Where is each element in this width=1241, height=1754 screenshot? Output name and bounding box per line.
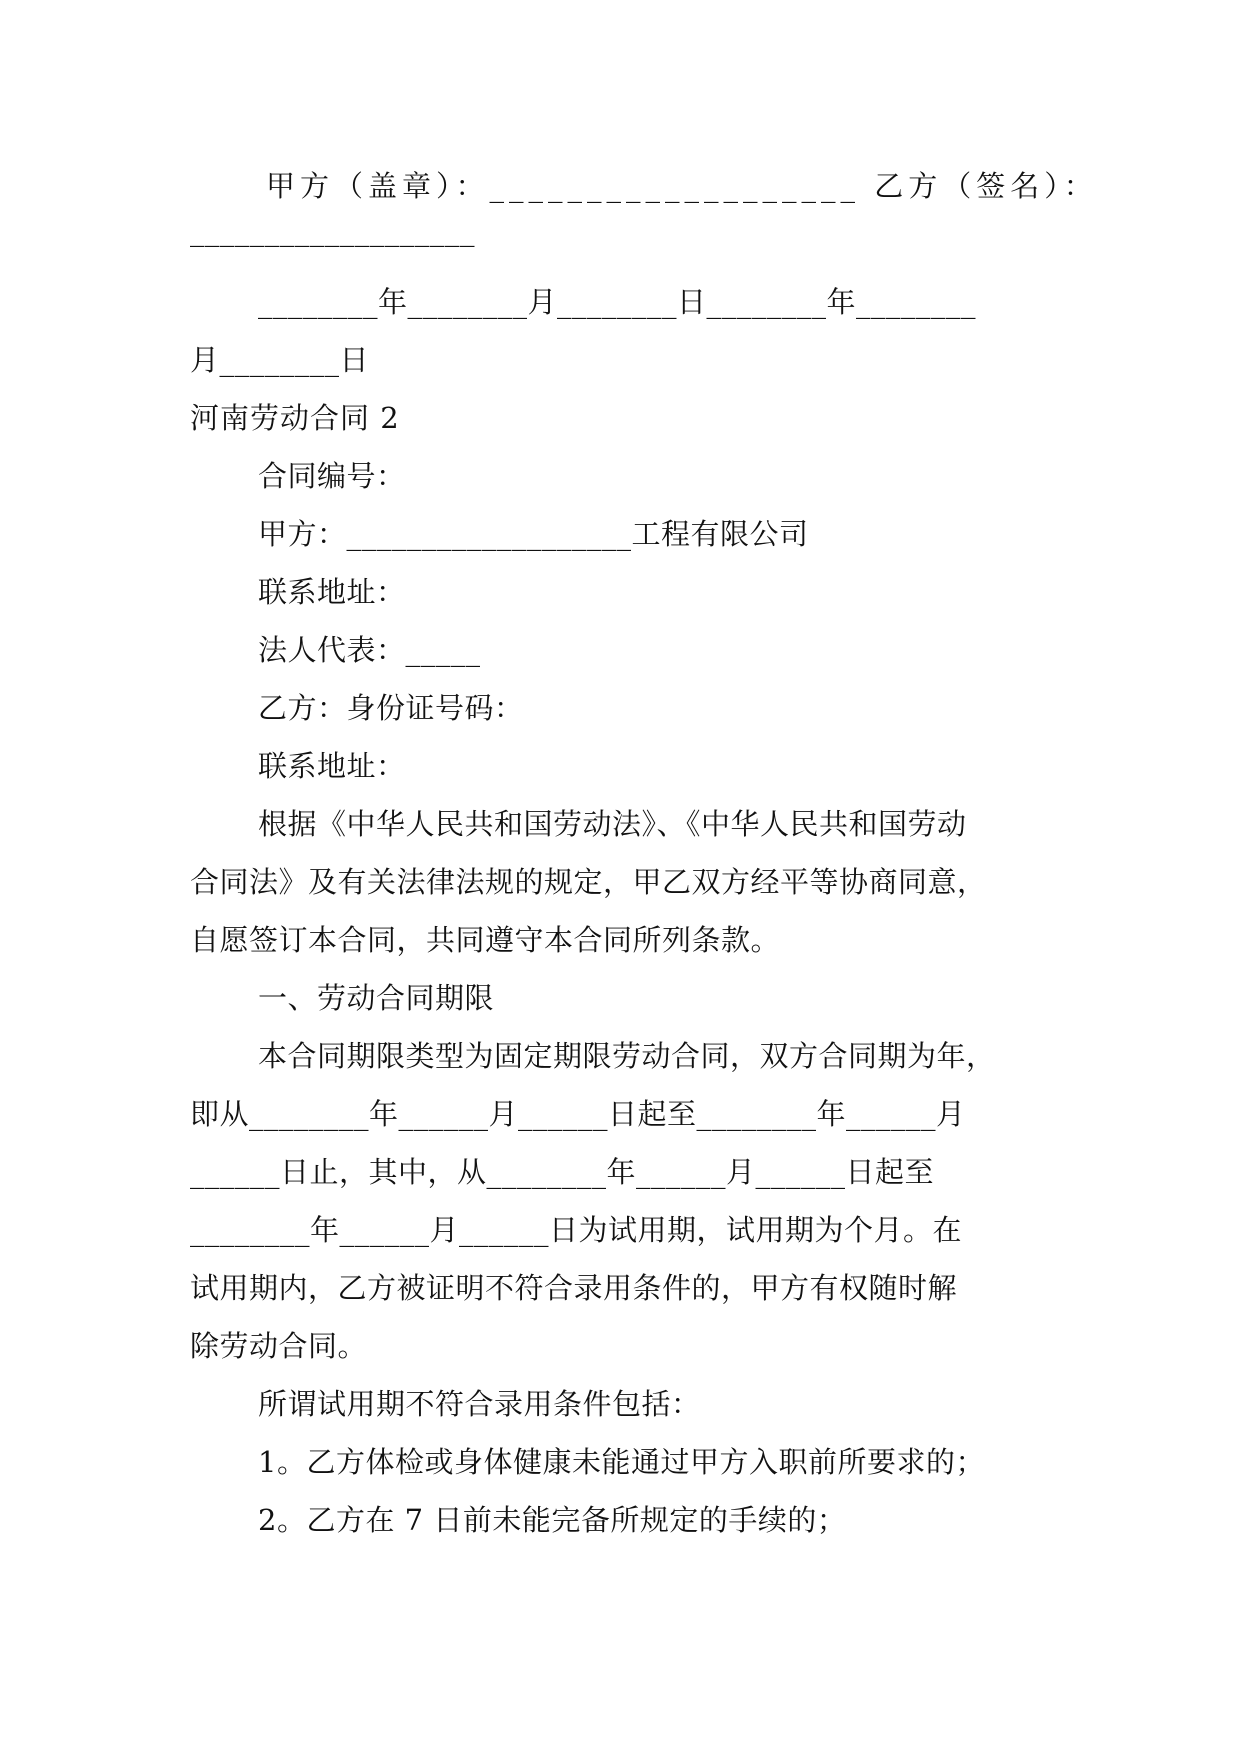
party-b: 乙方：身份证号码： — [258, 691, 524, 725]
party-a-address: 联系地址： — [258, 575, 406, 609]
paragraph-line: 根据《中华人民共和国劳动法》、《中华人民共和国劳动 — [258, 807, 967, 841]
section-title: 河南劳动合同 2 — [190, 401, 400, 435]
paragraph-line: 合同法》及有关法律法规的规定，甲乙双方经平等协商同意， — [190, 865, 987, 899]
paragraph-line: 试用期内，乙方被证明不符合录用条件的，甲方有权随时解 — [190, 1271, 958, 1305]
section-heading: 一、劳动合同期限 — [258, 981, 495, 1015]
party-a: 甲方：___________________工程有限公司 — [258, 517, 809, 551]
paragraph-line: 自愿签订本合同，共同遵守本合同所列条款。 — [190, 923, 781, 957]
signature-blank: ___________________ — [190, 213, 475, 247]
list-item: 2。乙方在 7 日前未能完备所规定的手续的； — [258, 1503, 847, 1537]
paragraph-line: 即从________年______月______日起至________年______月 — [190, 1097, 966, 1131]
list-item: 1。乙方体检或身体健康未能通过甲方入职前所要求的； — [258, 1445, 985, 1479]
paragraph-line: ______日止，其中，从________年______月______日起至 — [190, 1155, 935, 1189]
signature-line: 甲方（盖章）：___________________ 乙方（签名）： — [266, 169, 1098, 203]
paragraph-line: ________年______月______日为试用期，试用期为个月。在 — [190, 1213, 963, 1247]
paragraph-line: 本合同期限类型为固定期限劳动合同，双方合同期为年， — [258, 1039, 996, 1073]
date-line-continued: 月________日 — [190, 343, 370, 377]
contract-number: 合同编号： — [258, 459, 406, 493]
paragraph-line: 所谓试用期不符合录用条件包括： — [258, 1387, 701, 1421]
party-b-address: 联系地址： — [258, 749, 406, 783]
legal-representative: 法人代表：_____ — [258, 633, 481, 667]
date-line: ________年________月________日________年________ — [258, 285, 977, 319]
paragraph-line: 除劳动合同。 — [190, 1329, 368, 1363]
